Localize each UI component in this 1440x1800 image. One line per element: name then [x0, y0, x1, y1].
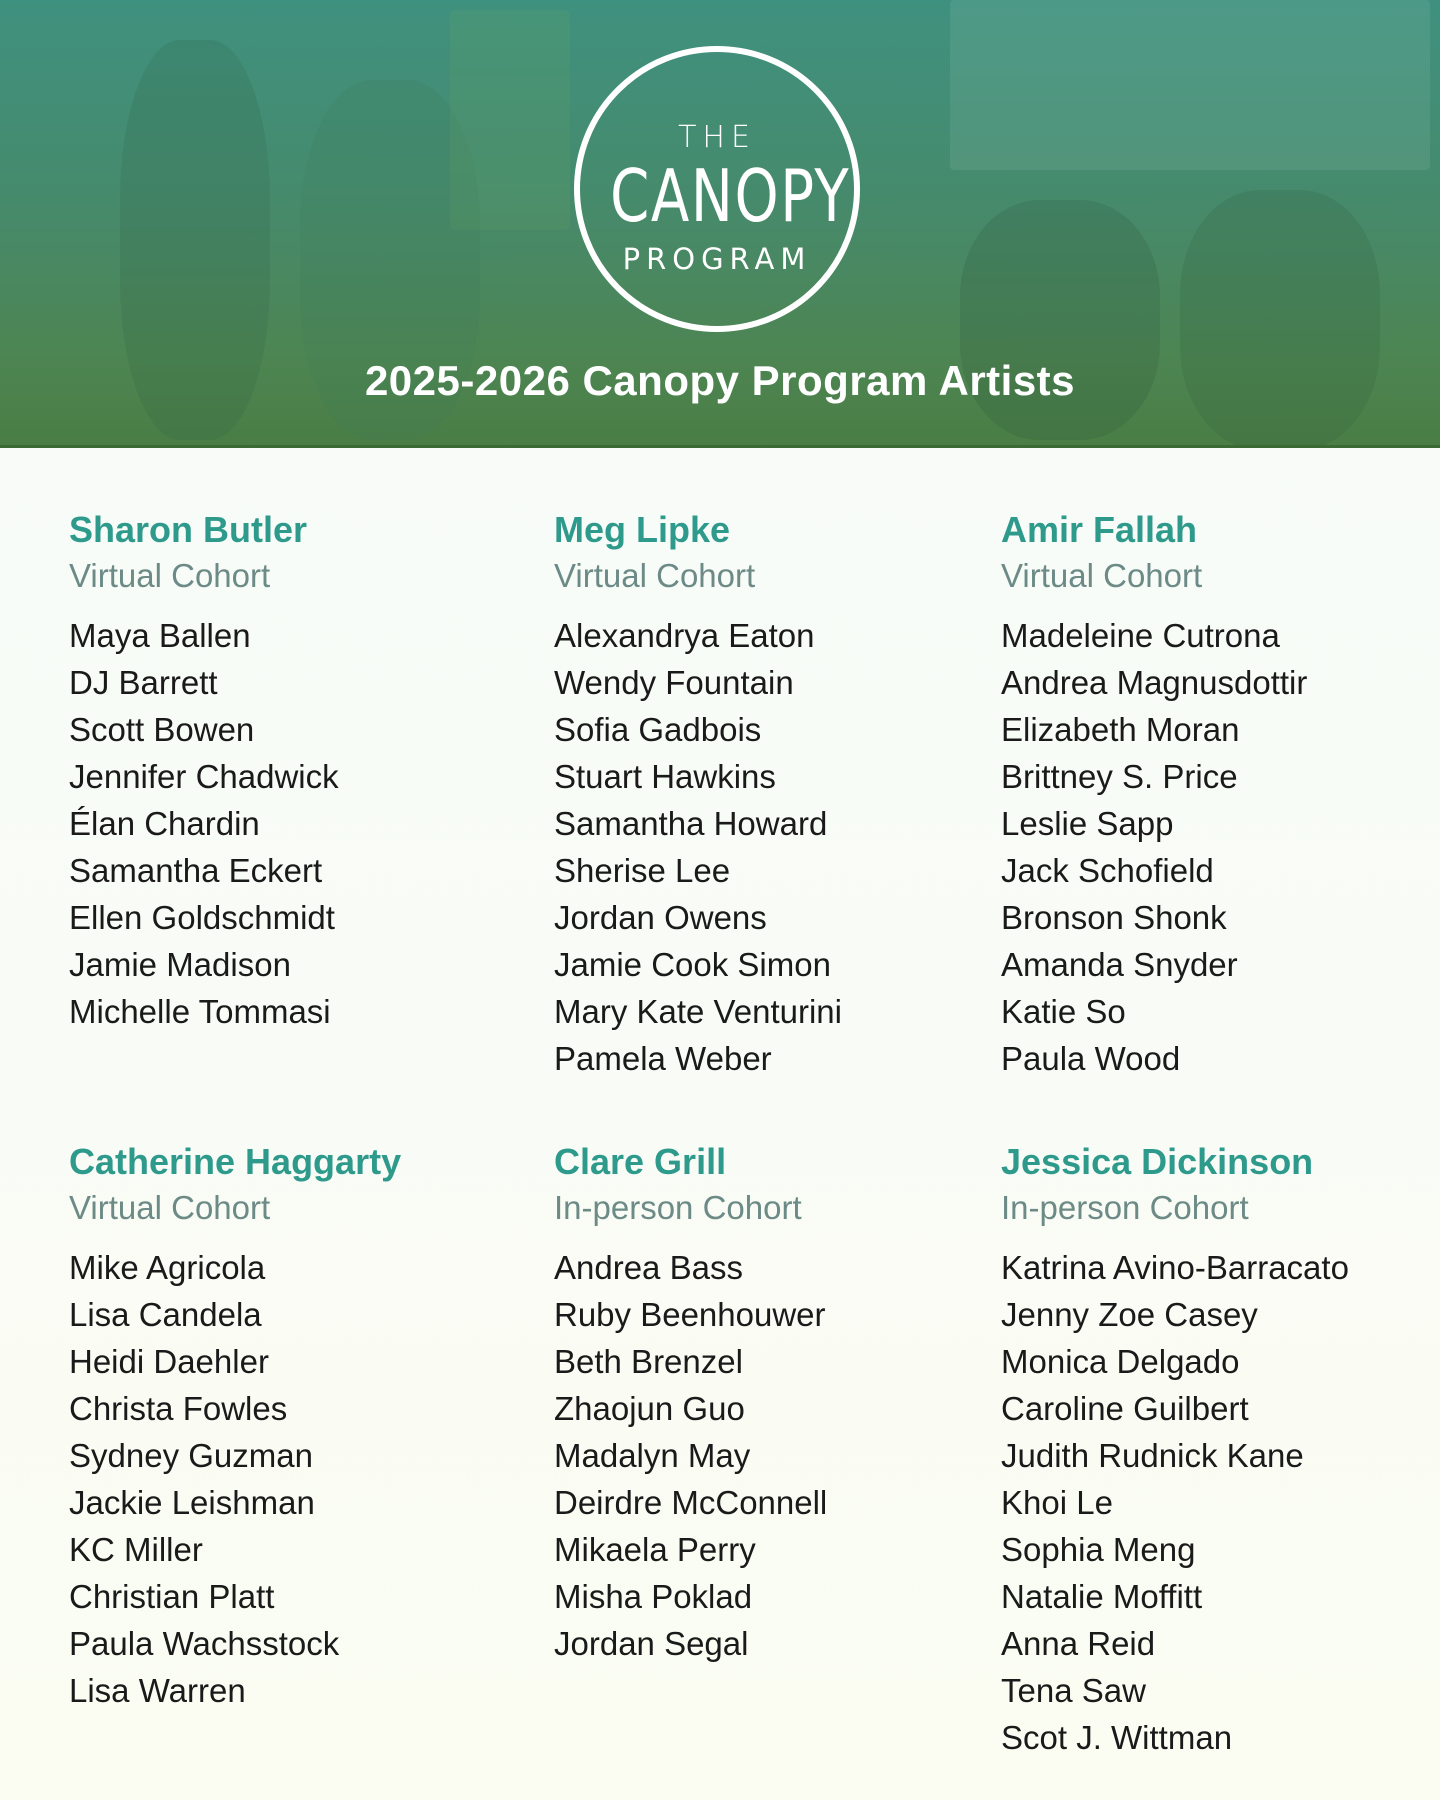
artist-name: Katrina Avino-Barracato [1001, 1249, 1349, 1286]
artist-list [1001, 1244, 1440, 1761]
artist-list [69, 1244, 509, 1714]
mentor-group-amir-fallah [1001, 507, 1440, 1082]
artist-list [554, 1244, 994, 1667]
photo-backdrop-figure [1180, 190, 1380, 448]
artist-name: KC Miller [69, 1531, 203, 1568]
artist-name: Ruby Beenhouwer [554, 1296, 826, 1333]
mentor-group-catherine-haggarty [69, 1139, 509, 1714]
page-title: 2025-2026 Canopy Program Artists [364, 357, 1076, 404]
artist-name: Andrea Bass [554, 1249, 743, 1286]
artist-name: Sophia Meng [1001, 1531, 1196, 1568]
artist-name: Anna Reid [1001, 1625, 1156, 1662]
artist-name: Lisa Warren [69, 1672, 246, 1709]
artist-name: Deirdre McConnell [554, 1484, 828, 1521]
mentor-group-meg-lipke [554, 507, 994, 1082]
artist-name: Leslie Sapp [1001, 805, 1174, 842]
artist-name: Michelle Tommasi [69, 993, 331, 1030]
artist-name: Paula Wood [1001, 1040, 1181, 1077]
artist-name: Scott Bowen [69, 711, 255, 748]
artist-name: Andrea Magnusdottir [1001, 664, 1308, 701]
artist-name: DJ Barrett [69, 664, 218, 701]
artist-name: Jamie Madison [69, 946, 291, 983]
mentor-name: Clare Grill [554, 1141, 727, 1182]
photo-backdrop-painting [450, 10, 570, 230]
artist-name: Katie So [1001, 993, 1126, 1030]
artist-name: Mary Kate Venturini [554, 993, 842, 1030]
artist-name: Heidi Daehler [69, 1343, 269, 1380]
artist-list [554, 612, 994, 1082]
cohort-label: Virtual Cohort [69, 1189, 271, 1226]
artist-name: Mikaela Perry [554, 1531, 756, 1568]
mentor-group-jessica-dickinson [1001, 1139, 1440, 1761]
artist-name: Bronson Shonk [1001, 899, 1227, 936]
artist-name: Jenny Zoe Casey [1001, 1296, 1258, 1333]
artist-name: Elizabeth Moran [1001, 711, 1240, 748]
artist-name: Misha Poklad [554, 1578, 753, 1615]
mentor-name: Catherine Haggarty [69, 1141, 402, 1182]
artist-name: Monica Delgado [1001, 1343, 1240, 1380]
cohort-label: Virtual Cohort [69, 557, 271, 594]
cohort-label: In-person Cohort [1001, 1189, 1249, 1226]
photo-backdrop-window [950, 0, 1430, 170]
artist-name: Élan Chardin [69, 805, 260, 842]
artist-name: Alexandrya Eaton [554, 617, 815, 654]
mentor-group-clare-grill [554, 1139, 994, 1667]
artist-name: Jackie Leishman [69, 1484, 315, 1521]
artist-name: Beth Brenzel [554, 1343, 743, 1380]
header-divider [0, 445, 1440, 448]
artist-name: Jack Schofield [1001, 852, 1214, 889]
artist-name: Christian Platt [69, 1578, 275, 1615]
mentor-name: Meg Lipke [554, 509, 731, 550]
header-banner [0, 0, 1440, 448]
artist-name: Wendy Fountain [554, 664, 794, 701]
artist-name: Maya Ballen [69, 617, 251, 654]
artist-name: Tena Saw [1001, 1672, 1146, 1709]
artist-name: Samantha Eckert [69, 852, 323, 889]
artist-list [69, 612, 509, 1035]
artist-name: Pamela Weber [554, 1040, 772, 1077]
logo-the: THE [678, 120, 756, 155]
artist-list [1001, 612, 1440, 1082]
cohort-label: Virtual Cohort [554, 557, 756, 594]
artist-name: Scot J. Wittman [1001, 1719, 1233, 1756]
artist-name: Jordan Segal [554, 1625, 749, 1662]
cohort-label: Virtual Cohort [1001, 557, 1203, 594]
artist-name: Madeleine Cutrona [1001, 617, 1280, 654]
artist-name: Natalie Moffitt [1001, 1578, 1203, 1615]
artist-name: Jamie Cook Simon [554, 946, 831, 983]
canopy-logo [574, 46, 860, 332]
artist-name: Sofia Gadbois [554, 711, 762, 748]
artist-name: Judith Rudnick Kane [1001, 1437, 1304, 1474]
mentor-name: Amir Fallah [1001, 509, 1198, 550]
artist-name: Caroline Guilbert [1001, 1390, 1249, 1427]
artist-name: Brittney S. Price [1001, 758, 1238, 795]
artist-name: Madalyn May [554, 1437, 751, 1474]
artist-name: Khoi Le [1001, 1484, 1113, 1521]
cohort-label: In-person Cohort [554, 1189, 802, 1226]
artist-name: Ellen Goldschmidt [69, 899, 335, 936]
artist-name: Jordan Owens [554, 899, 767, 936]
artist-name: Amanda Snyder [1001, 946, 1238, 983]
mentor-name: Sharon Butler [69, 509, 308, 550]
artist-name: Zhaojun Guo [554, 1390, 745, 1427]
logo-canopy: CANOPY [610, 154, 851, 238]
artist-name: Christa Fowles [69, 1390, 288, 1427]
artist-name: Lisa Candela [69, 1296, 262, 1333]
logo-program: PROGRAM [622, 242, 812, 276]
artist-name: Sydney Guzman [69, 1437, 313, 1474]
artist-name: Paula Wachsstock [69, 1625, 340, 1662]
artist-name: Samantha Howard [554, 805, 828, 842]
artist-name: Stuart Hawkins [554, 758, 776, 795]
mentor-name: Jessica Dickinson [1001, 1141, 1314, 1182]
mentor-group-sharon-butler [69, 507, 509, 1035]
artist-name: Sherise Lee [554, 852, 731, 889]
artist-name: Mike Agricola [69, 1249, 266, 1286]
artist-name: Jennifer Chadwick [69, 758, 339, 795]
